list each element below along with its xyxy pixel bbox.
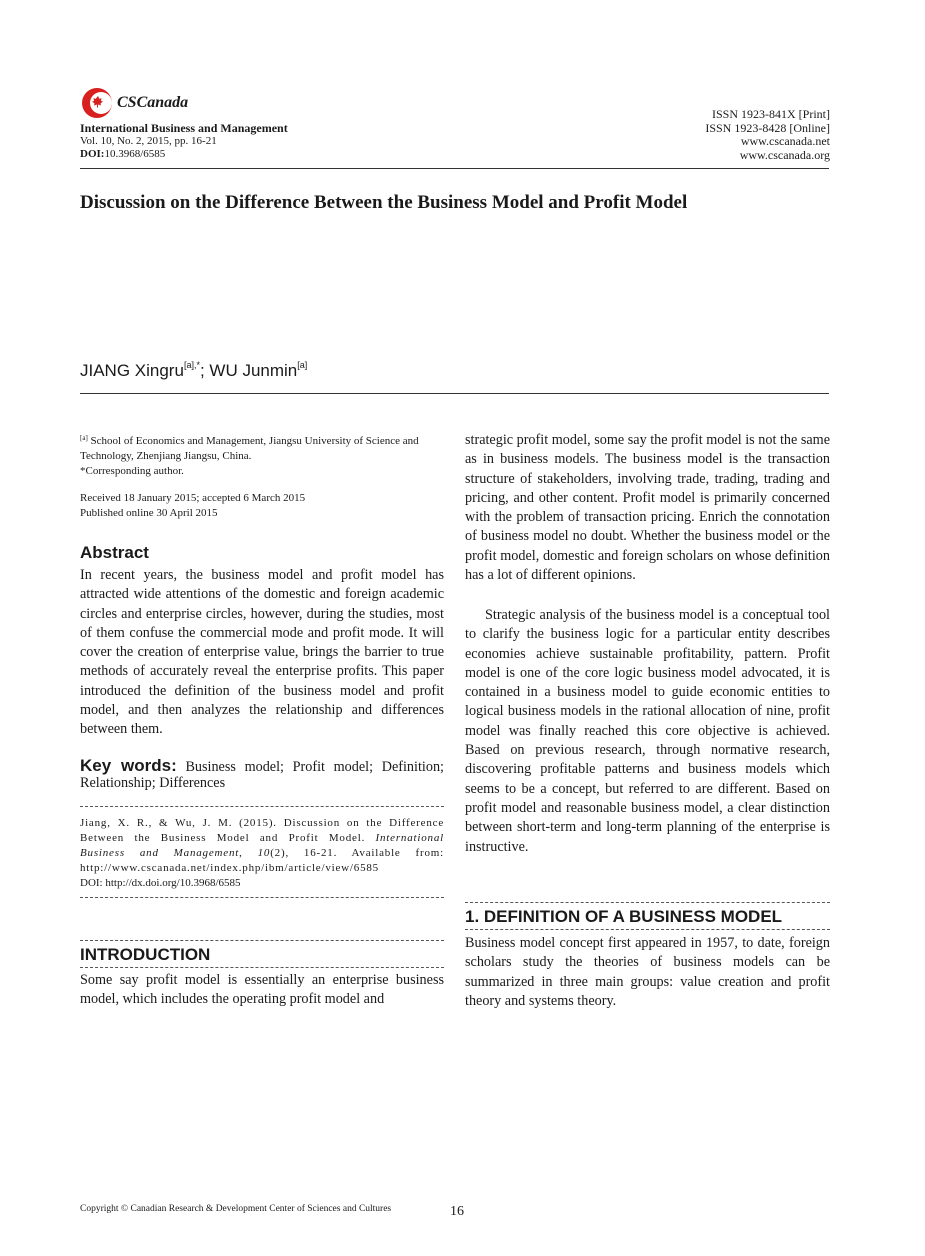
citation-bottom-rule bbox=[80, 897, 444, 898]
section1-top-rule bbox=[465, 902, 830, 903]
logo-text: CSCanada bbox=[117, 94, 189, 111]
citation bbox=[80, 816, 444, 891]
issn-online: ISSN 1923-8428 [Online] bbox=[705, 120, 830, 135]
right-paragraph-2: Strategic analysis of the business model is a conceptual tool to clarify the business logic for a particular entity describes economies achieve sustainable profitability, pattern. Profit model is one of the core logic business model advocated, it is contained in a business model to guide economic entities to logical business models in the rational allocation of nine, profit model was finally reached this core objective is achieved. Based on previous research, through normative research, discovering profitable patterns and business models which seems to be a concept, but referred to are different. Based on profit model and reasonable business model, a clear distinction between short-term and long-term planning of the enterprise is instructive. bbox=[465, 607, 830, 855]
citation-top-rule bbox=[80, 806, 444, 807]
abstract-text: In recent years, the business model and profit model has attracted wide attentions of the domestic and foreign academic circles and enterprise circles, however, during the studies, most of them confuse the commercial mode and profit mode. It will cover the creation of enterprise value, brings the barrier to true methods of accurately reveal the enterprise profits. This paper introduced the definition of the business model and profit model, and then analyzes the relationship and differences between them. bbox=[80, 567, 444, 738]
section1-paragraph: Business model concept first appeared in 1957, to date, foreign scholars study the theories of business models can be summarized in three main groups: value creation and profit theory and systems theory. bbox=[465, 935, 830, 1009]
author-line bbox=[80, 360, 307, 381]
introduction-heading: INTRODUCTION bbox=[80, 945, 211, 964]
maple-leaf-logo-icon bbox=[80, 86, 116, 120]
publisher-logo bbox=[80, 86, 188, 120]
issn-block bbox=[705, 108, 830, 162]
affiliation-text: School of Economics and Management, Jiangsu University of Science and Technology, Zhenjiang Jiangsu, China. bbox=[80, 435, 419, 462]
citation-volume: 10 bbox=[257, 847, 271, 859]
right-paragraph-1: strategic profit model, some say the profit model is not the same as in business models. The business model is the transaction structure of stakeholders, involving trade, trading, trading and pricing, and other content. Profit model is primarily concerned with the problem of transaction pricing. Enrich the connotation of business model no doubt. Whether the business model or the profit model, domestic and foreign scholars on whose definition has a lot of different opinions. bbox=[465, 432, 830, 584]
author-2-affil: [a] bbox=[297, 360, 308, 370]
journal-name: International Business and Management bbox=[80, 121, 288, 135]
dates bbox=[80, 491, 444, 521]
corresponding-author: *Corresponding author. bbox=[80, 465, 184, 477]
section1-heading: 1. DEFINITION OF A BUSINESS MODEL bbox=[465, 907, 783, 926]
citation-doi[interactable]: DOI: http://dx.doi.org/10.3968/6585 bbox=[80, 877, 241, 889]
citation-part1: Jiang, X. R., & Wu, J. M. (2015). Discussion on the Difference Between the Business Model and Profit Model. bbox=[80, 817, 444, 844]
website-net[interactable]: www.cscanada.net bbox=[740, 134, 830, 149]
affiliation-sup: [a] bbox=[80, 434, 88, 442]
author-2: WU Junmin bbox=[209, 361, 298, 380]
volume-info: Vol. 10, No. 2, 2015, pp. 16-21 bbox=[80, 135, 217, 147]
doi-label: DOI: bbox=[80, 148, 105, 160]
issn-print: ISSN 1923-841X [Print] bbox=[711, 107, 830, 121]
authors-divider bbox=[80, 393, 829, 394]
journal-meta bbox=[80, 122, 288, 161]
abstract-heading: Abstract bbox=[80, 543, 149, 562]
keywords bbox=[80, 758, 444, 791]
citation-journal: International Business and Management bbox=[80, 832, 444, 859]
citation-comma: , bbox=[239, 847, 258, 859]
citation-part2[interactable]: (2), 16-21. Available from: http://www.cscanada.net/index.php/ibm/article/view/6585 bbox=[80, 847, 444, 874]
header-divider bbox=[80, 168, 829, 169]
article-title: Discussion on the Difference Between the Business Model and Profit Model bbox=[80, 192, 688, 213]
published-date: Published online 30 April 2015 bbox=[80, 507, 218, 519]
affiliation bbox=[80, 431, 444, 479]
keywords-text: Business model; Profit model; Definition; Relationship; Differences bbox=[80, 759, 444, 791]
author-1-affil: [a],* bbox=[183, 360, 200, 370]
website-org[interactable]: www.cscanada.org bbox=[739, 147, 830, 162]
footer-copyright: Copyright © Canadian Research & Development Center of Sciences and Cultures bbox=[80, 1204, 392, 1214]
doi-line bbox=[80, 148, 288, 161]
intro-bottom-rule bbox=[80, 967, 444, 968]
received-date: Received 18 January 2015; accepted 6 March 2015 bbox=[80, 492, 306, 504]
intro-top-rule bbox=[80, 940, 444, 941]
author-separator: ; bbox=[199, 361, 210, 380]
doi-value: 10.3968/6585 bbox=[104, 148, 166, 160]
introduction-paragraph: Some say profit model is essentially an enterprise business model, which includes the operating profit model and bbox=[80, 972, 444, 1008]
keywords-label: Key words: bbox=[80, 756, 177, 775]
author-1: JIANG Xingru bbox=[80, 361, 184, 380]
section1-bottom-rule bbox=[465, 929, 830, 930]
page-number: 16 bbox=[450, 1204, 464, 1219]
